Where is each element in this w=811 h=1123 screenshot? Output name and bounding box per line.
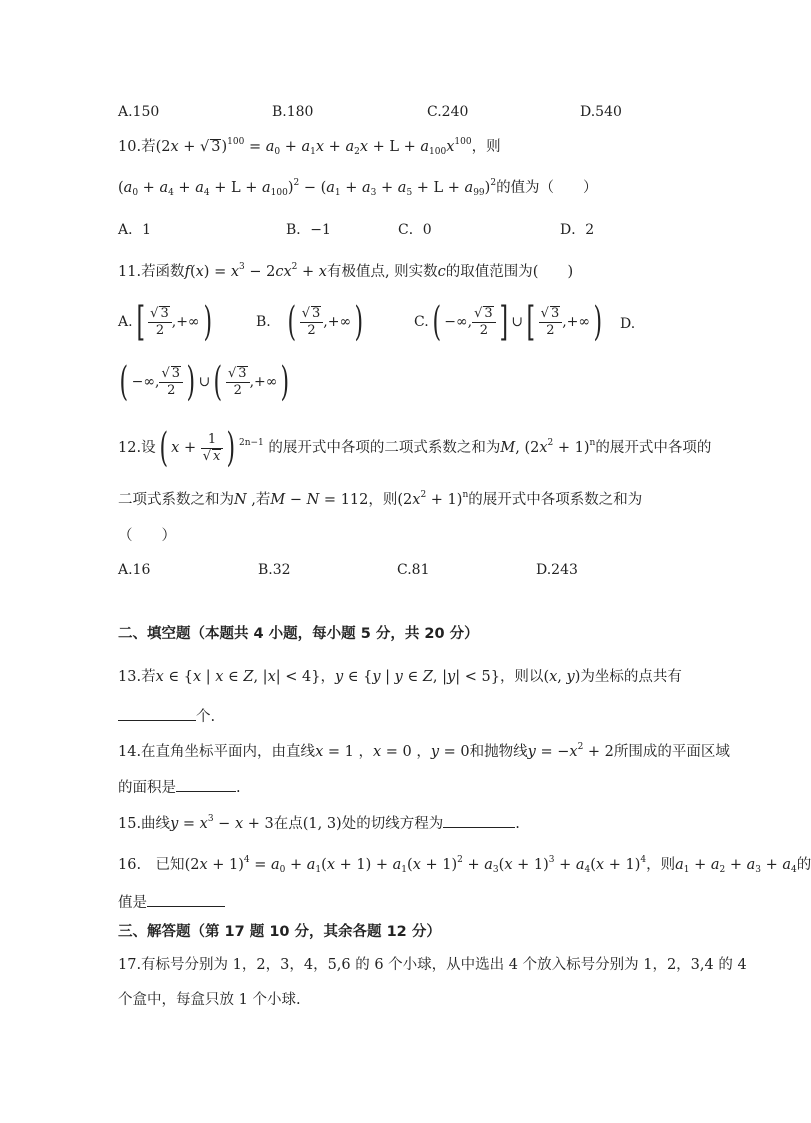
q11-stem: 11.若函数$f(x) = x^3 - 2cx^2 + x$有极值点, 则实数c的取值范围为( ) xyxy=(118,262,574,280)
q10-stem: 10.若(2x + √ $3)^{100} = a_0 + a_1x + a_2x + L + a_{100}x^{100}$，则 xyxy=(118,137,501,157)
q12-paren: （ ） xyxy=(118,528,176,544)
q13-stem: 13.若x ∈ {x | x ∈ Z, |x| < 4}，y ∈ {y | y ∈ Z, |y| < 5}，则以(x, y)为坐标的点共有 xyxy=(118,669,682,685)
q11-option-d: D. xyxy=(620,316,636,332)
section3-title: 三、解答题（第 17 题 10 分，其余各题 12 分） xyxy=(118,924,441,940)
q10-option-b: B．−1 xyxy=(286,222,331,238)
q12-stem-line1: 12.设( x + $\frac{1}{√ x}$ ) $^{2n-1}$ 的展开式中各项的二项式系数之和为M, $(2x^2 + 1)^n$的展开式中各项的 xyxy=(118,425,712,471)
q13-answer-line: 个. xyxy=(118,707,215,727)
q11-option-a: A.[ $\frac{√ 3}{2}$ ,+∞) xyxy=(118,299,212,345)
q10-formula: (2x + √ $3)^{100} = a_0 + a_1x + a_2x + L + a_{100}x^{100}$ xyxy=(155,137,472,157)
q13-blank[interactable] xyxy=(118,720,196,721)
q12-stem-line2: 二项式系数之和为N ,若M − N = 112，则$(2x^2 + 1)^n$的展开式中各项系数之和为 xyxy=(118,490,643,508)
q15-stem: 15.曲线$y = x^3 - x + 3$在点(1, 3)处的切线方程为 . xyxy=(118,814,520,832)
q9-option-c: C.240 xyxy=(427,104,469,120)
q16-stem: 16. 已知$(2x + 1)^4 = a_0 + a_1(x + 1) + a_1(x + 1)^2 + a_3(x + 1)^3 + a_4(x + 1)^4$，则$a_1 + a_2 + a_3 + a_4$的 xyxy=(118,855,811,875)
q17-line2: 个盒中，每盒只放 1 个小球. xyxy=(118,992,301,1008)
q10-option-c: C．0 xyxy=(398,222,432,238)
q10-option-d: D．2 xyxy=(560,222,595,238)
q14-answer-line: 的面积是 . xyxy=(118,780,241,796)
q11-option-c: C.( −∞, $\frac{√ 3}{2}$ ] ∪[ $\frac{√ 3}{2}$ ,+∞) xyxy=(414,299,603,345)
q9-option-d: D.540 xyxy=(580,104,622,120)
q9-option-a: A.150 xyxy=(118,104,160,120)
q10-expression: $(a_0 + a_4 + a_4 + L + a_{100})^2 - (a_1 + a_3 + a_5 + L + a_{99})^2$的值为（ ） xyxy=(118,178,598,198)
q12-option-a: A.16 xyxy=(118,562,151,578)
q11-option-d-formula: ( −∞, $\frac{√ 3}{2}$ ) ∪( $\frac{√ 3}{2}$ ,+∞) xyxy=(119,359,290,405)
q12-option-d: D.243 xyxy=(536,562,578,578)
q11-option-b: B. ( $\frac{√ 3}{2}$ ,+∞) xyxy=(256,299,364,345)
q16-blank[interactable] xyxy=(147,906,225,907)
q15-blank[interactable] xyxy=(443,827,515,828)
section2-title: 二、填空题（本题共 4 小题，每小题 5 分，共 20 分） xyxy=(118,626,479,642)
q17-line1: 17.有标号分别为 1，2，3，4，5,6 的 6 个小球，从中选出 4 个放入标号分别为 1，2，3,4 的 4 xyxy=(118,957,747,973)
q9-option-b: B.180 xyxy=(272,104,314,120)
q14-stem: 14.在直角坐标平面内，由直线x = 1 ，x = 0 ，y = 0和抛物线$y = -x^2 + 2$所围成的平面区域 xyxy=(118,742,730,760)
q12-option-b: B.32 xyxy=(258,562,291,578)
q16-answer-line: 值是 xyxy=(118,893,225,913)
q14-blank[interactable] xyxy=(176,791,236,792)
q10-option-a: A．1 xyxy=(118,222,152,238)
q12-option-c: C.81 xyxy=(397,562,430,578)
